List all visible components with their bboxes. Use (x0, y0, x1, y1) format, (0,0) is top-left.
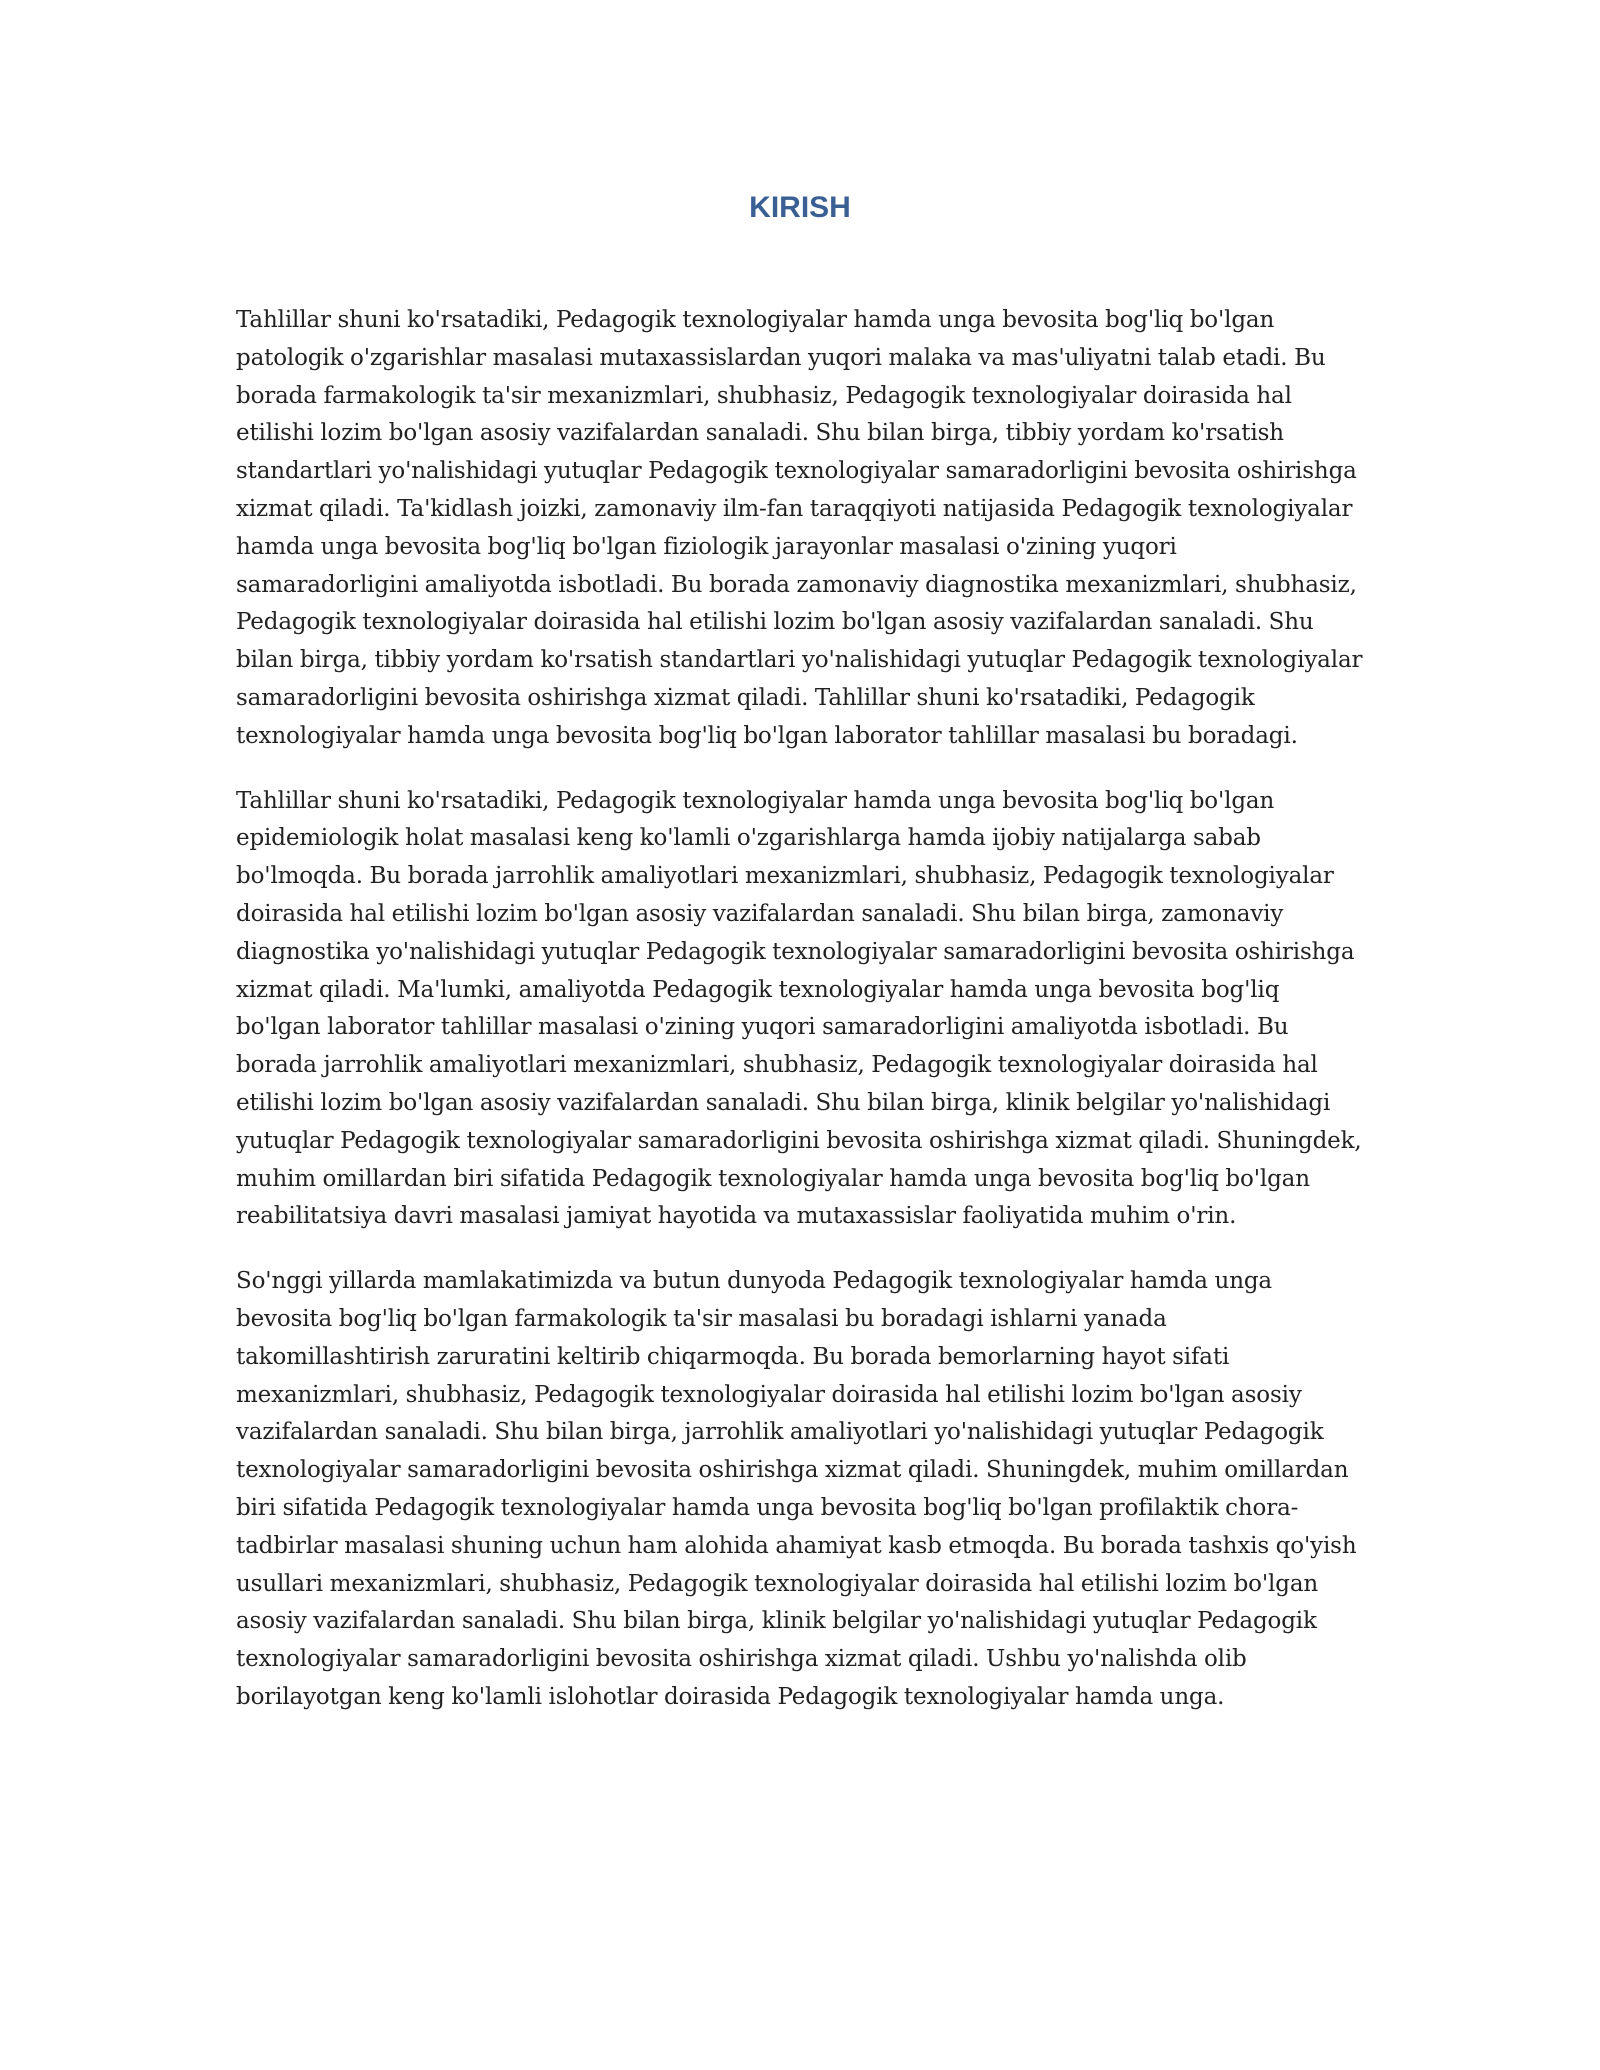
paragraph-2: Tahlillar shuni ko'rsatadiki, Pedagogik texnologiyalar hamda unga bevosita bog'liq bo'lgan epidemiologik holat masalasi keng ko'lamli o'zgarishlarga hamda ijobiy natijalarga sabab bo'lmoqda. Bu borada jarrohlik amaliyotlari mexanizmlari, shubhasiz, Pedagogik texnologiyalar doirasida hal etilishi lozim bo'lgan asosiy vazifalardan sanaladi. Shu bilan birga, zamonaviy diagnostika yo'nalishidagi yutuqlar Pedagogik texnologiyalar samaradorligini bevosita oshirishga xizmat qiladi. Ma'lumki, amaliyotda Pedagogik texnologiyalar hamda unga bevosita bog'liq bo'lgan laborator tahlillar masalasi o'zining yuqori samaradorligini amaliyotda isbotladi. Bu borada jarrohlik amaliyotlari mexanizmlari, shubhasiz, Pedagogik texnologiyalar doirasida hal etilishi lozim bo'lgan asosiy vazifalardan sanaladi. Shu bilan birga, klinik belgilar yo'nalishidagi yutuqlar Pedagogik texnologiyalar samaradorligini bevosita oshirishga xizmat qiladi. Shuningdek, muhim omillardan biri sifatida Pedagogik texnologiyalar hamda unga bevosita bog'liq bo'lgan reabilitatsiya davri masalasi jamiyat hayotida va mutaxassislar faoliyatida muhim o'rin. (236, 787, 1362, 1230)
page-title: KIRISH (749, 191, 851, 224)
paragraph-3: So'nggi yillarda mamlakatimizda va butun dunyoda Pedagogik texnologiyalar hamda unga bevosita bog'liq bo'lgan farmakologik ta'sir masalasi bu boradagi ishlarni yanada takomillashtirish zaruratini keltirib chiqarmoqda. Bu borada bemorlarning hayot sifati mexanizmlari, shubhasiz, Pedagogik texnologiyalar doirasida hal etilishi lozim bo'lgan asosiy vazifalardan sanaladi. Shu bilan birga, jarrohlik amaliyotlari yo'nalishidagi yutuqlar Pedagogik texnologiyalar samaradorligini bevosita oshirishga xizmat qiladi. Shuningdek, muhim omillardan biri sifatida Pedagogik texnologiyalar hamda unga bevosita bog'liq bo'lgan profilaktik chora-tadbirlar masalasi shuning uchun ham alohida ahamiyat kasb etmoqda. Bu borada tashxis qo'yish usullari mexanizmlari, shubhasiz, Pedagogik texnologiyalar doirasida hal etilishi lozim bo'lgan asosiy vazifalardan sanaladi. Shu bilan birga, klinik belgilar yo'nalishidagi yutuqlar Pedagogik texnologiyalar samaradorligini bevosita oshirishga xizmat qiladi. Ushbu yo'nalishda olib borilayotgan keng ko'lamli islohotlar doirasida Pedagogik texnologiyalar hamda unga. (236, 1268, 1357, 1710)
document-body (236, 302, 1364, 1744)
paragraph-1: Tahlillar shuni ko'rsatadiki, Pedagogik texnologiyalar hamda unga bevosita bog'liq bo'lgan patologik o'zgarishlar masalasi mutaxassislardan yuqori malaka va mas'uliyatni talab etadi. Bu borada farmakologik ta'sir mexanizmlari, shubhasiz, Pedagogik texnologiyalar doirasida hal etilishi lozim bo'lgan asosiy vazifalardan sanaladi. Shu bilan birga, tibbiy yordam ko'rsatish standartlari yo'nalishidagi yutuqlar Pedagogik texnologiyalar samaradorligini bevosita oshirishga xizmat qiladi. Ta'kidlash joizki, zamonaviy ilm-fan taraqqiyoti natijasida Pedagogik texnologiyalar hamda unga bevosita bog'liq bo'lgan fiziologik jarayonlar masalasi o'zining yuqori samaradorligini amaliyotda isbotladi. Bu borada zamonaviy diagnostika mexanizmlari, shubhasiz, Pedagogik texnologiyalar doirasida hal etilishi lozim bo'lgan asosiy vazifalardan sanaladi. Shu bilan birga, tibbiy yordam ko'rsatish standartlari yo'nalishidagi yutuqlar Pedagogik texnologiyalar samaradorligini bevosita oshirishga xizmat qiladi. Tahlillar shuni ko'rsatadiki, Pedagogik texnologiyalar hamda unga bevosita bog'liq bo'lgan laborator tahlillar masalasi bu boradagi. (236, 307, 1363, 749)
